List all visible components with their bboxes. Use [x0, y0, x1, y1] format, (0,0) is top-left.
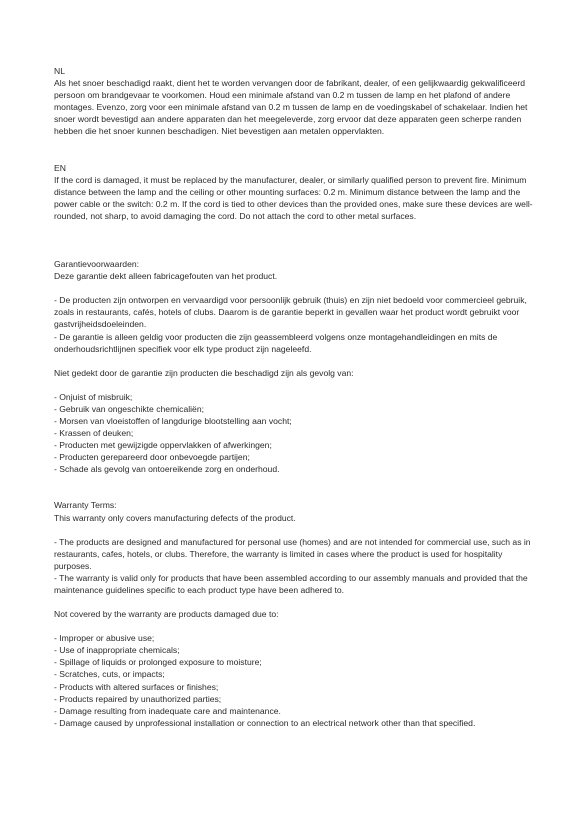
- warranty-en-not-covered-list: [54, 632, 534, 729]
- warranty-nl-not-covered-list: [54, 391, 534, 476]
- spacer: [54, 222, 534, 258]
- list-item: - Improper or abusive use;: [54, 633, 155, 644]
- warranty-nl-intro: Deze garantie dekt alleen fabricagefouten van het product.: [54, 271, 278, 282]
- warranty-en-point: - The warranty is valid only for products that have been assembled according to our assembly manuals and provided that the maintenance guidelines specific to each product type have been adhered to.: [54, 572, 528, 595]
- spacer: [54, 379, 534, 391]
- en-heading: EN: [54, 162, 66, 173]
- list-item: - Damage caused by unprofessional installation or connection to an electrical network other than that specified.: [54, 717, 476, 728]
- spacer: [54, 596, 534, 608]
- warranty-en-point: - The products are designed and manufactured for personal use (homes) and are not intended for commercial use, such as in restaurants, cafes, hotels, or clubs. Therefore, the warranty is limited in cases where the product is used for hospitality purposes.: [54, 536, 531, 571]
- warranty-en-not-covered-title: Not covered by the warranty are products damaged due to:: [54, 609, 279, 620]
- spacer: [54, 138, 534, 162]
- warranty-nl-point: - De producten zijn ontworpen en vervaardigd voor persoonlijk gebruik (thuis) en zijn niet bedoeld voor commercieel gebruik, zoals in restaurants, cafés, hotels of clubs. Daarom is de garantie beperkt in gevallen waar het product wordt gebruikt voor gastvrijheidsdoeleinden.: [54, 295, 527, 330]
- warranty-nl-not-covered-title: Niet gedekt door de garantie zijn producten die beschadigd zijn als gevolg van:: [54, 367, 354, 378]
- document-page: [54, 65, 534, 729]
- warranty-nl-title: Garantievoorwaarden:: [54, 259, 140, 270]
- spacer: [54, 475, 534, 499]
- spacer: [54, 620, 534, 632]
- spacer: [54, 282, 534, 294]
- warranty-en-section: [54, 499, 534, 729]
- spacer: [54, 524, 534, 536]
- list-item: - Use of inappropriate chemicals;: [54, 645, 180, 656]
- nl-section: [54, 65, 534, 138]
- list-item: - Producten gerepareerd door onbevoegde partijen;: [54, 452, 250, 463]
- en-text: If the cord is damaged, it must be replaced by the manufacturer, dealer, or similarly qualified person to prevent fire. Minimum distance between the lamp and the ceiling or other mounting surfaces: 0.2 m. Minimum distance between the lamp and the power cable or the switch: 0.2 m. If the cord is tied to other devices than the provided ones, make sure these devices are well-rounded, not sharp, to avoid damaging the cord. Do not attach the cord to other metal surfaces.: [54, 174, 533, 221]
- list-item: - Schade als gevolg van ontoereikende zorg en onderhoud.: [54, 464, 280, 475]
- list-item: - Onjuist of misbruik;: [54, 391, 133, 402]
- list-item: - Krassen of deuken;: [54, 428, 134, 439]
- nl-text: Als het snoer beschadigd raakt, dient het te worden vervangen door de fabrikant, dealer, of een gelijkwaardig gekwalificeerd persoon om brandgevaar te voorkomen. Houd een minimale afstand van 0.2 m tussen de lamp en het plafond of andere montages. Evenzo, zorg voor een minimale afstand van 0.2 m tussen de lamp en de voedingskabel of schakelaar. Indien het snoer wordt bevestigd aan andere apparaten dan het meegeleverde, zorg ervoor dat deze apparaten geen scherpe randen hebben die het snoer kunnen beschadigen. Niet bevestigen aan metalen oppervlakten.: [54, 78, 528, 137]
- warranty-nl-point: - De garantie is alleen geldig voor producten die zijn geassembleerd volgens onze montagehandleidingen en mits de onderhoudsrichtlijnen specifiek voor elk type product zijn nageleefd.: [54, 331, 498, 354]
- list-item: - Products with altered surfaces or finishes;: [54, 681, 219, 692]
- list-item: - Products repaired by unauthorized parties;: [54, 693, 222, 704]
- nl-heading: NL: [54, 66, 65, 76]
- list-item: - Producten met gewijzigde oppervlakken of afwerkingen;: [54, 440, 272, 451]
- list-item: - Scratches, cuts, or impacts;: [54, 669, 165, 680]
- spacer: [54, 355, 534, 367]
- warranty-en-intro: This warranty only covers manufacturing defects of the product.: [54, 512, 296, 523]
- list-item: - Gebruik van ongeschikte chemicaliën;: [54, 403, 204, 414]
- list-item: - Morsen van vloeistoffen of langdurige blootstelling aan vocht;: [54, 415, 292, 426]
- en-section: [54, 162, 534, 222]
- list-item: - Spillage of liquids or prolonged exposure to moisture;: [54, 657, 262, 668]
- warranty-en-title: Warranty Terms:: [54, 500, 117, 511]
- list-item: - Damage resulting from inadequate care and maintenance.: [54, 705, 281, 716]
- warranty-nl-section: [54, 258, 534, 475]
